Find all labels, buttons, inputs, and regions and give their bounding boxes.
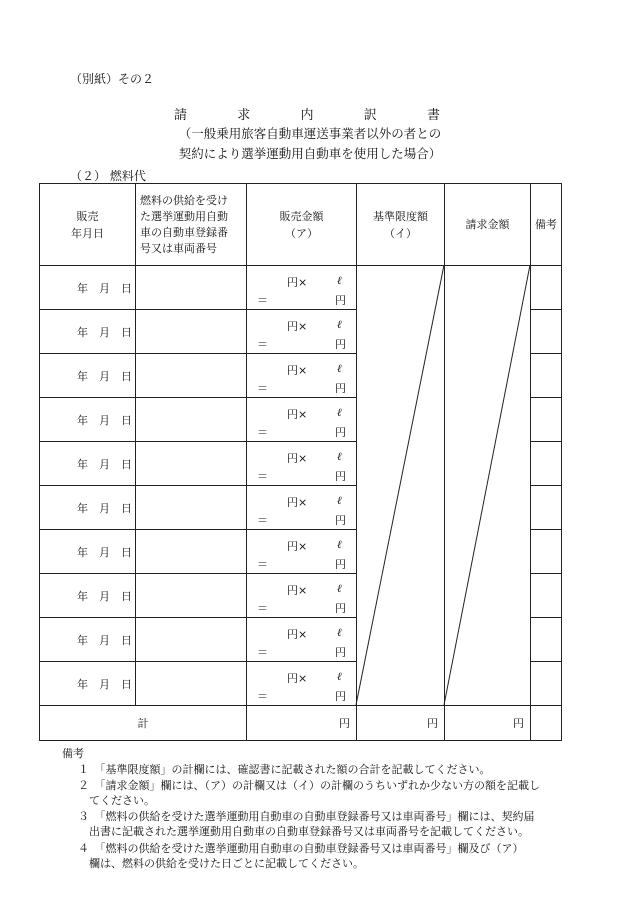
equals-sign: ＝ xyxy=(257,426,268,439)
yen-unit-text: 円 xyxy=(335,470,346,483)
sale-date-cell[interactable]: 年 月 日 xyxy=(40,354,136,398)
vehicle-number-cell[interactable] xyxy=(136,266,247,310)
vehicle-number-cell[interactable] xyxy=(136,486,247,530)
header-sale-date xyxy=(40,184,136,266)
vehicle-number-cell[interactable] xyxy=(136,662,247,706)
total-sales-yen: 円 xyxy=(247,706,357,741)
vehicle-number-cell[interactable] xyxy=(136,442,247,486)
document-subtitle xyxy=(160,124,460,164)
equals-sign: ＝ xyxy=(257,690,268,703)
header-text: 車の自動車登録番 xyxy=(140,225,228,239)
remarks-cell[interactable] xyxy=(531,310,562,354)
remarks-cell[interactable] xyxy=(531,442,562,486)
remarks-cell[interactable] xyxy=(531,398,562,442)
liter-unit-text: ℓ xyxy=(337,626,342,639)
total-label: 計 xyxy=(40,706,247,741)
header-text: 販売金額 xyxy=(279,209,324,223)
subtitle-line: 契約により選挙運動用自動車を使用した場合） xyxy=(178,146,442,161)
header-sales-amount xyxy=(247,184,357,266)
sales-amount-cell[interactable] xyxy=(247,398,357,442)
liter-unit-text: ℓ xyxy=(337,406,342,419)
total-row xyxy=(40,706,562,741)
yen-unit-text: 円 xyxy=(335,646,346,659)
vehicle-number-cell[interactable] xyxy=(136,310,247,354)
remarks-cell[interactable] xyxy=(531,574,562,618)
vehicle-number-cell[interactable] xyxy=(136,354,247,398)
liter-unit-text: ℓ xyxy=(337,582,342,595)
table-row xyxy=(40,266,562,310)
yen-unit-text: 円 xyxy=(335,558,346,571)
yen-per-unit-text: 円× xyxy=(287,672,308,685)
document-title xyxy=(174,104,440,123)
title-char: 訳 xyxy=(363,108,377,123)
header-text: 燃料の供給を受け xyxy=(140,193,228,207)
header-claim-amount: 請求金額 xyxy=(445,184,531,266)
remarks-cell[interactable] xyxy=(531,618,562,662)
sale-date-cell[interactable]: 年 月 日 xyxy=(40,398,136,442)
header-row xyxy=(40,184,562,266)
title-char: 請 xyxy=(174,108,188,123)
liter-unit-text: ℓ xyxy=(337,318,342,331)
equals-sign: ＝ xyxy=(257,294,268,307)
sales-amount-cell[interactable] xyxy=(247,486,357,530)
sales-amount-cell[interactable] xyxy=(247,442,357,486)
note-item: ３ 「燃料の供給を受けた選挙運動用自動車の自動車登録番号又は車両番号」欄には、契約届 xyxy=(78,810,535,823)
remarks-cell[interactable] xyxy=(531,662,562,706)
liter-unit-text: ℓ xyxy=(337,494,342,507)
remarks-cell[interactable] xyxy=(531,354,562,398)
title-char: 求 xyxy=(237,108,251,123)
liter-unit-text: ℓ xyxy=(337,362,342,375)
subtitle-line: （一般乗用旅客自動車運送事業者以外の者との xyxy=(178,126,442,141)
sale-date-cell[interactable]: 年 月 日 xyxy=(40,574,136,618)
vehicle-number-cell[interactable] xyxy=(136,618,247,662)
claim-amount-cell xyxy=(445,266,531,706)
header-text: 年月日 xyxy=(71,226,104,240)
yen-unit-text: 円 xyxy=(335,338,346,351)
header-text: 号又は車両番号 xyxy=(140,241,217,255)
sale-date-cell[interactable]: 年 月 日 xyxy=(40,486,136,530)
note-item: 欄は、燃料の供給を受けた日ごとに記載してください。 xyxy=(78,857,364,870)
yen-unit-text: 円 xyxy=(335,382,346,395)
sales-amount-cell[interactable] xyxy=(247,310,357,354)
equals-sign: ＝ xyxy=(257,382,268,395)
sale-date-cell[interactable]: 年 月 日 xyxy=(40,530,136,574)
yen-per-unit-text: 円× xyxy=(287,584,308,597)
yen-per-unit-text: 円× xyxy=(287,408,308,421)
standard-limit-cell xyxy=(357,266,445,706)
header-text: （イ） xyxy=(384,226,417,240)
yen-per-unit-text: 円× xyxy=(287,364,308,377)
yen-per-unit-text: 円× xyxy=(287,320,308,333)
header-text: 販売 xyxy=(76,209,99,223)
note-item: てください。 xyxy=(78,794,155,807)
yen-per-unit-text: 円× xyxy=(287,628,308,641)
header-text: 基準限度額 xyxy=(373,209,428,223)
note-item: ２ 「請求金額」欄には、（ア）の計欄又は（イ）の計欄のうちいずれか少ない方の額を記載し xyxy=(78,779,540,792)
equals-sign: ＝ xyxy=(257,558,268,571)
liter-unit-text: ℓ xyxy=(337,450,342,463)
sales-amount-cell[interactable] xyxy=(247,574,357,618)
sales-amount-cell[interactable] xyxy=(247,662,357,706)
page-label: （別紙）その２ xyxy=(70,72,155,86)
notes-heading: 備考 xyxy=(62,747,84,760)
yen-per-unit-text: 円× xyxy=(287,496,308,509)
remarks-cell[interactable] xyxy=(531,530,562,574)
remarks-cell[interactable] xyxy=(531,266,562,310)
yen-per-unit-text: 円× xyxy=(287,540,308,553)
title-char: 内 xyxy=(300,108,314,123)
yen-unit-text: 円 xyxy=(335,294,346,307)
header-text: （ア） xyxy=(285,226,318,240)
header-vehicle-number xyxy=(136,184,247,266)
yen-unit-text: 円 xyxy=(335,426,346,439)
equals-sign: ＝ xyxy=(257,514,268,527)
section-label: （２） 燃料代 xyxy=(70,169,146,183)
remarks-cell[interactable] xyxy=(531,486,562,530)
note-item: 出書に記載された選挙運動用自動車の自動車登録番号又は車両番号を記載してください。 xyxy=(78,825,529,838)
equals-sign: ＝ xyxy=(257,338,268,351)
equals-sign: ＝ xyxy=(257,470,268,483)
sale-date-cell[interactable]: 年 月 日 xyxy=(40,662,136,706)
sale-date-cell[interactable]: 年 月 日 xyxy=(40,442,136,486)
sales-amount-cell[interactable] xyxy=(247,354,357,398)
header-standard-limit xyxy=(357,184,445,266)
yen-unit-text: 円 xyxy=(335,602,346,615)
sales-amount-cell[interactable] xyxy=(247,618,357,662)
equals-sign: ＝ xyxy=(257,602,268,615)
sale-date-cell[interactable]: 年 月 日 xyxy=(40,310,136,354)
yen-unit-text: 円 xyxy=(335,514,346,527)
note-item: ４ 「燃料の供給を受けた選挙運動用自動車の自動車登録番号又は車両番号」欄及び（ア） xyxy=(78,842,524,855)
equals-sign: ＝ xyxy=(257,646,268,659)
sales-amount-cell[interactable] xyxy=(247,530,357,574)
vehicle-number-cell[interactable] xyxy=(136,530,247,574)
sale-date-cell[interactable]: 年 月 日 xyxy=(40,266,136,310)
vehicle-number-cell[interactable] xyxy=(136,398,247,442)
title-char: 書 xyxy=(426,108,440,123)
note-item: １ 「基準限度額」の計欄には、確認書に記載された額の合計を記載してください。 xyxy=(78,763,491,776)
sales-amount-cell[interactable] xyxy=(247,266,357,310)
yen-per-unit-text: 円× xyxy=(287,452,308,465)
liter-unit-text: ℓ xyxy=(337,538,342,551)
liter-unit-text: ℓ xyxy=(337,670,342,683)
total-claim-yen: 円 xyxy=(445,706,531,741)
fuel-cost-table xyxy=(39,183,562,741)
sale-date-cell[interactable]: 年 月 日 xyxy=(40,618,136,662)
yen-unit-text: 円 xyxy=(335,690,346,703)
vehicle-number-cell[interactable] xyxy=(136,574,247,618)
liter-unit-text: ℓ xyxy=(337,274,342,287)
total-remarks-cell xyxy=(531,706,562,741)
total-standard-yen: 円 xyxy=(357,706,445,741)
header-remarks: 備考 xyxy=(531,184,562,266)
header-text: た選挙運動用自動 xyxy=(140,209,228,223)
yen-per-unit-text: 円× xyxy=(287,276,308,289)
